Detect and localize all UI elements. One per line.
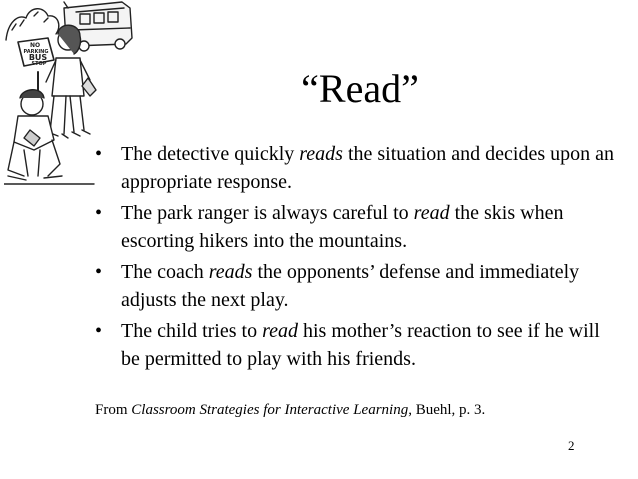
bullet-text-post: the opponents’ defense and immediately adjusts the next play.: [121, 261, 580, 311]
bullet-text-pre: The child tries to: [121, 320, 263, 342]
bullet-text-post: the situation and decides upon an appropriate response.: [121, 143, 615, 193]
bullet-icon: •: [95, 320, 103, 342]
sign-line-3: BUS: [28, 53, 48, 62]
bullet-text-emphasis: reads: [299, 143, 343, 165]
bullet-item-park-ranger: [95, 199, 615, 255]
bullet-text-post: his mother’s reaction to see if he will be permitted to play with his friends.: [121, 320, 600, 370]
source-pre: From: [95, 402, 132, 418]
bullet-text-pre: The detective quickly: [121, 143, 300, 165]
source-citation: [95, 400, 485, 420]
bullet-icon: •: [95, 143, 103, 165]
bullet-list: [95, 140, 615, 376]
bullet-text-pre: The park ranger is always careful to: [121, 202, 414, 224]
source-post: , Buehl, p. 3.: [408, 402, 486, 418]
bullet-text-post: the skis when escorting hikers into the mountains.: [121, 202, 564, 252]
page-number: 2: [568, 438, 575, 453]
bullet-text-emphasis: read: [413, 202, 450, 224]
bullet-text-pre: The coach: [121, 261, 209, 283]
bullet-item-child: [95, 317, 615, 373]
bullet-item-coach: [95, 258, 615, 314]
bullet-item-detective: [95, 140, 615, 196]
bullet-text-emphasis: reads: [208, 261, 253, 283]
sign-line-2: PARKING: [23, 49, 49, 55]
bullet-icon: •: [95, 202, 103, 224]
bullet-icon: •: [95, 261, 103, 283]
sign-line-1: NO: [29, 42, 41, 49]
sign-line-4: STOP: [31, 61, 47, 67]
bullet-text-emphasis: read: [262, 320, 298, 342]
slide-title: “Read”: [301, 66, 419, 111]
source-book-title: Classroom Strategies for Interactive Learning: [131, 402, 409, 418]
